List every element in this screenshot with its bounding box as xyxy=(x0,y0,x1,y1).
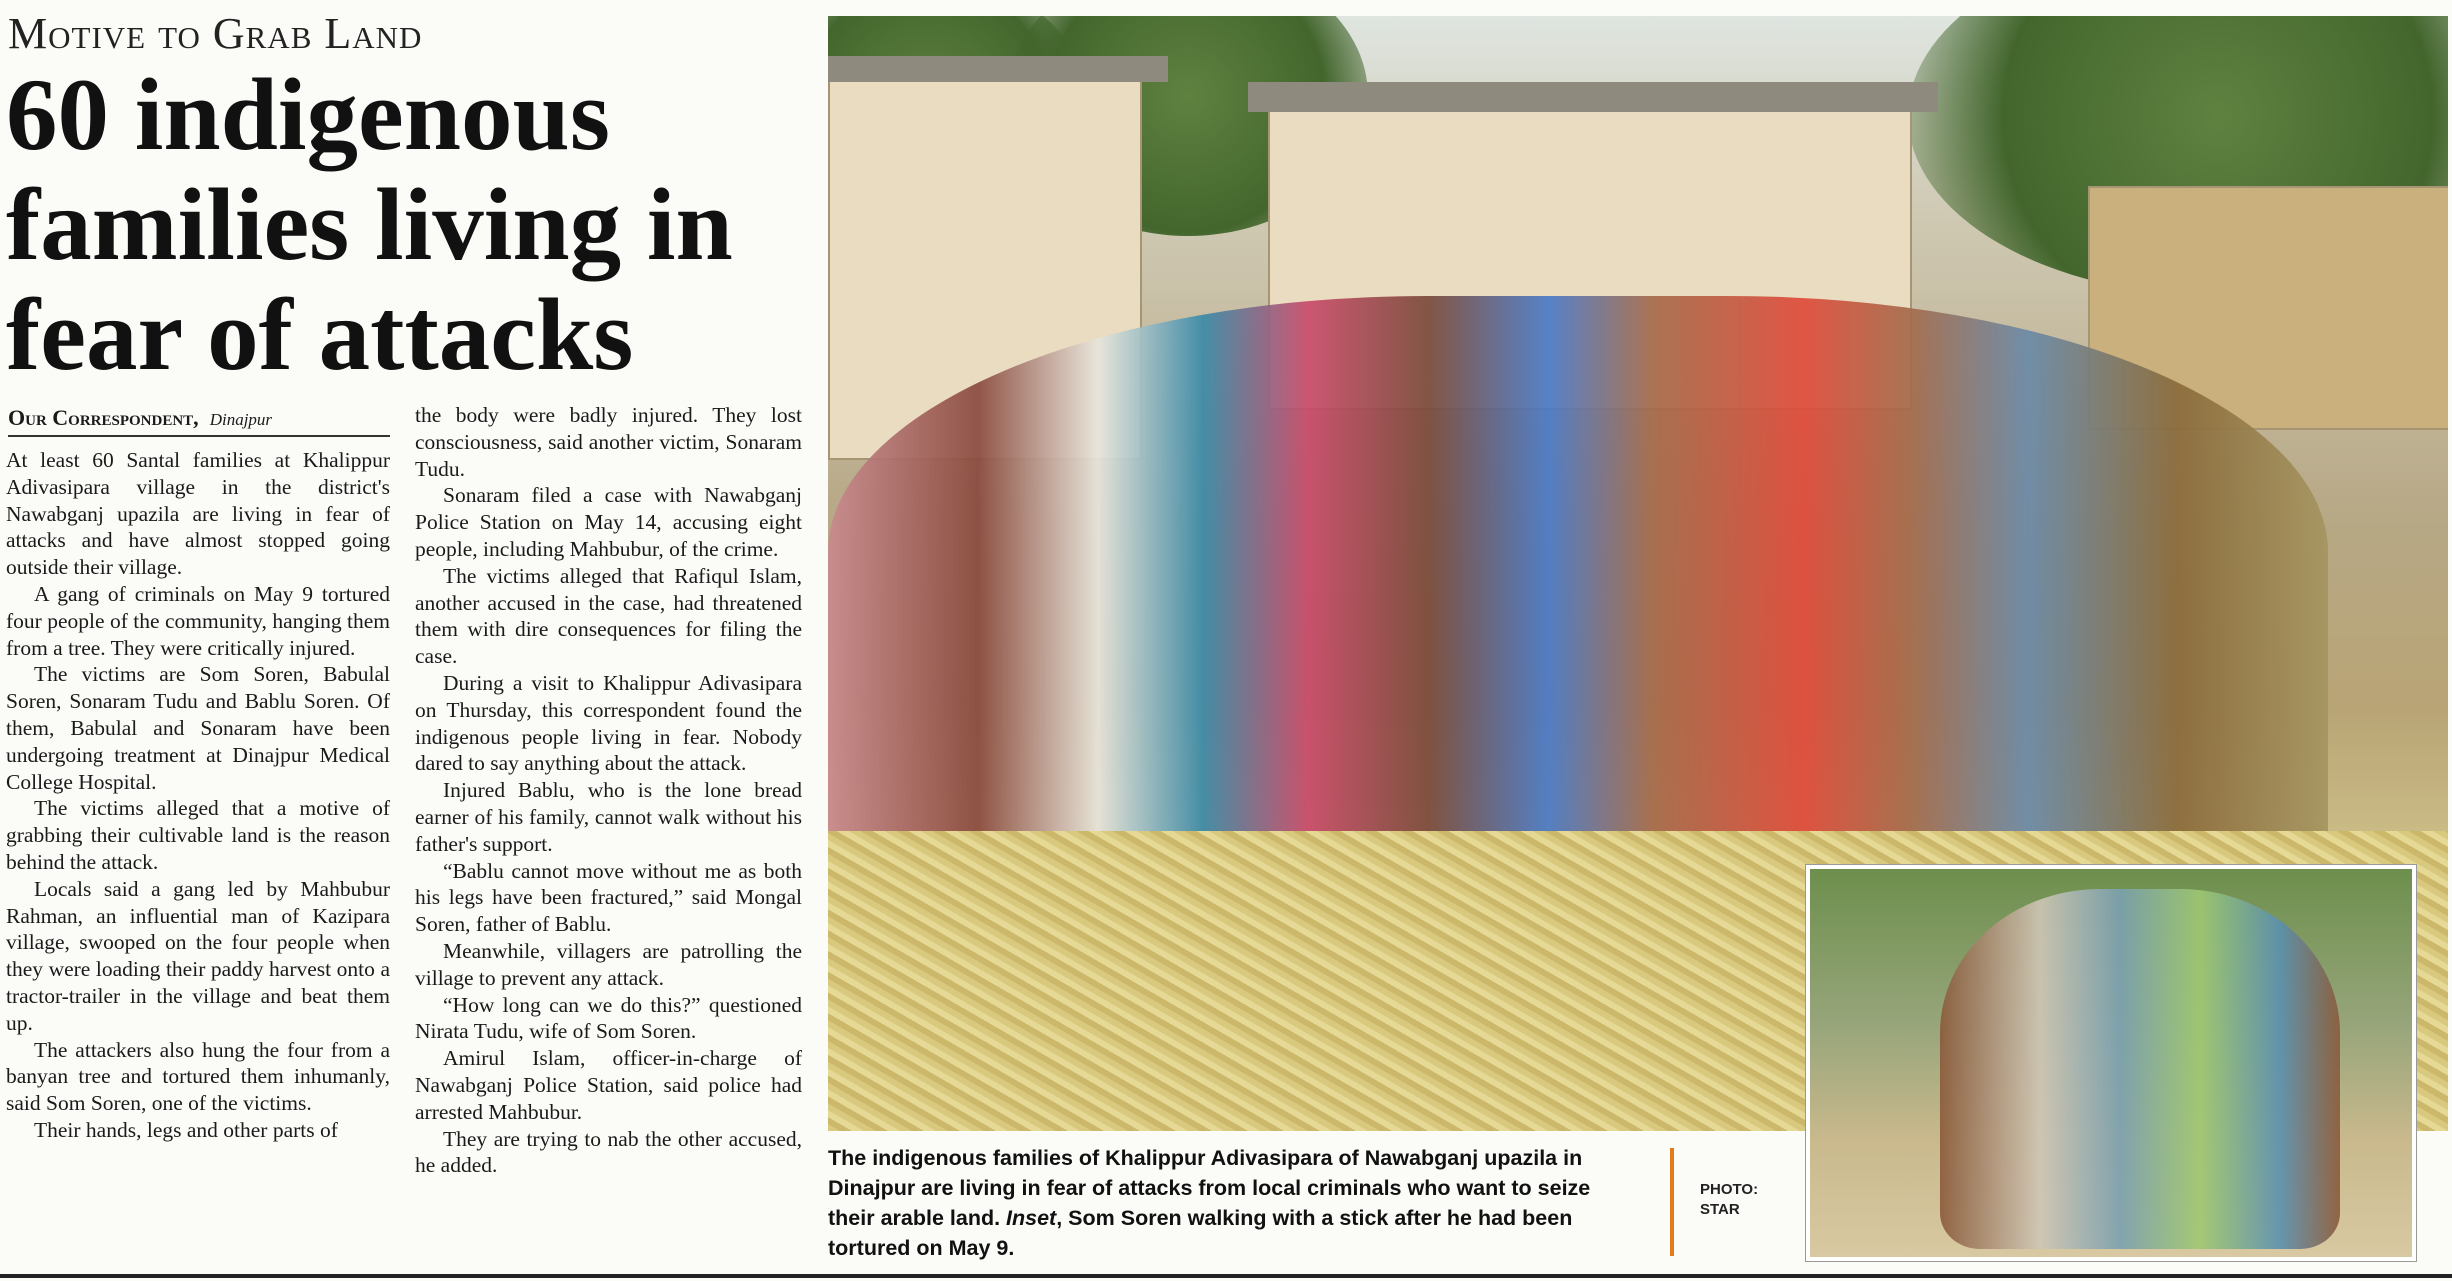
kicker: Motive to Grab Land xyxy=(8,9,423,58)
paragraph: “Bablu cannot move without me as both his legs have been fractured,” said Mongal Soren, father of Bablu. xyxy=(415,858,802,937)
byline-author: Our Correspondent, xyxy=(8,405,199,430)
byline xyxy=(8,405,390,437)
paragraph: They are trying to nab the other accused, he added. xyxy=(415,1126,802,1178)
byline-dateline: Dinajpur xyxy=(209,410,273,429)
paragraph: “How long can we do this?” questioned Nirata Tudu, wife of Som Soren. xyxy=(415,992,802,1044)
paragraph: The victims alleged that Rafiqul Islam, another accused in the case, had threatened them with dire consequences for filing the case. xyxy=(415,563,802,669)
bottom-rule xyxy=(0,1274,2452,1278)
photo-caption xyxy=(828,1143,1628,1263)
paragraph: Their hands, legs and other parts of xyxy=(34,1117,338,1142)
headline: 60 indigenous families living in fear of attacks xyxy=(6,58,733,392)
paragraph: Injured Bablu, who is the lone bread earner of his family, cannot walk without his father's support. xyxy=(415,778,802,856)
credit-source: STAR xyxy=(1700,1201,1740,1218)
hut-roof xyxy=(828,56,1168,82)
paragraph: Amirul Islam, officer-in-charge of Nawabganj Police Station, said police had arrested Mahbubur. xyxy=(415,1046,802,1124)
caption-text: , Som Soren walking with a stick after he had been tortured on May 9. xyxy=(828,1206,1573,1260)
paragraph: The victims are Som Soren, Babulal Soren, Sonaram Tudu and Bablu Soren. Of them, Babulal and Sonaram have been undergoing treatment at Dinajpur Medical College Hospital. xyxy=(6,662,390,794)
paragraph: the body were badly injured. They lost consciousness, said another victim, Sonaram Tudu. xyxy=(415,403,802,481)
paragraph: At least 60 Santal families at Khalippur Adivasipara village in the district's Nawabganj upazila are living in fear of attacks and have almost stopped going outside their village. xyxy=(6,448,390,580)
hut-roof xyxy=(1248,82,1938,112)
caption-text: The indigenous families of Khalippur Adivasipara of Nawabganj upazila in Dinajpur are living in fear of attacks from local criminals who want to seize their arable land. xyxy=(828,1146,1591,1230)
article-column-1 xyxy=(6,447,390,1144)
paragraph: Sonaram filed a case with Nawabganj Police Station on May 14, accusing eight people, including Mahbubur, of the crime. xyxy=(415,483,802,561)
paragraph: During a visit to Khalippur Adivasipara on Thursday, this correspondent found the indigenous people living in fear. Nobody dared to say anything about the attack. xyxy=(415,670,802,776)
paragraph: Locals said a gang led by Mahbubur Rahman, an influential man of Kazipara village, swooped on the four people when they were loading their paddy harvest onto a tractor-trailer in the village and beat them up. xyxy=(6,876,390,1035)
credit-label: PHOTO: xyxy=(1700,1181,1759,1198)
paragraph: Meanwhile, villagers are patrolling the village to prevent any attack. xyxy=(415,938,802,990)
credit-rule xyxy=(1670,1148,1674,1256)
photo-credit xyxy=(1700,1180,1758,1220)
article-column-2 xyxy=(415,402,802,1179)
inset-figures xyxy=(1940,889,2340,1249)
inset-photo xyxy=(1806,865,2416,1261)
caption-inset-word: Inset xyxy=(1006,1206,1057,1230)
paragraph: The victims alleged that a motive of grabbing their cultivable land is the reason behind the attack. xyxy=(6,796,390,874)
paragraph: The attackers also hung the four from a banyan tree and tortured them inhumanly, said Som Soren, one of the victims. xyxy=(6,1037,390,1116)
paragraph: A gang of criminals on May 9 tortured four people of the community, hanging them from a tree. They were critically injured. xyxy=(6,581,390,660)
